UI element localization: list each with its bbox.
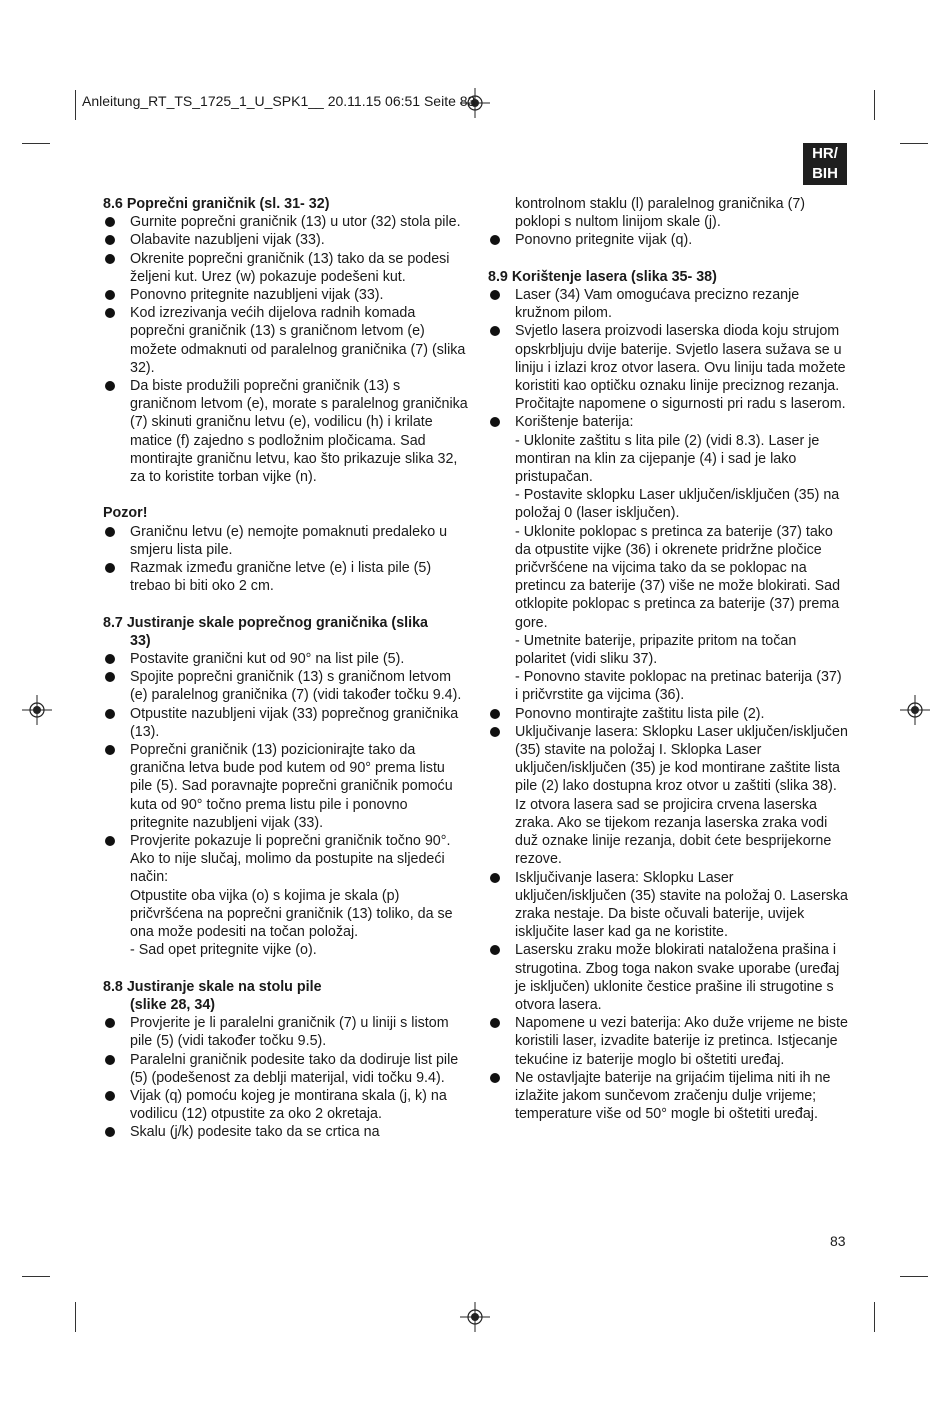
right-column	[488, 195, 848, 1123]
list-item: Ponovno pritegnite vijak (q).	[488, 231, 848, 249]
registration-mark-icon	[22, 695, 52, 725]
language-badge	[803, 143, 847, 185]
list-item: Skalu (j/k) podesite tako da se crtica na	[103, 1123, 468, 1141]
crop-mark	[22, 1276, 50, 1277]
list-item: Paralelni graničnik podesite tako da dodiruje list pile (5) (podešenost za deblji materijal, vidi točku 9.4).	[103, 1051, 468, 1087]
bullet-icon	[105, 381, 115, 391]
badge-line: HR/	[812, 145, 838, 162]
bullet-icon	[490, 873, 500, 883]
list-item: Vijak (q) pomoću kojeg je montirana skala (j, k) na vodilicu (12) otpustite za oko 2 okretaja.	[103, 1087, 468, 1123]
list-item: Gurnite poprečni graničnik (13) u utor (32) stola pile.	[103, 213, 468, 231]
list-item: Isključivanje lasera: Sklopku Laser uključen/isključen (35) stavite na položaj 0. Laserska zraka nestaje. Da biste očuvali baterije, uvijek isključite laser kad ga ne koristite.	[488, 869, 848, 942]
bullet-icon	[490, 1073, 500, 1083]
list-item: Napomene u vezi baterija: Ako duže vrijeme ne biste koristili laser, izvadite baterije iz pretinca. Istjecanje tekućine iz baterije moglo bi oštetiti uređaj.	[488, 1014, 848, 1069]
section-heading: 8.9 Korištenje lasera (slika 35- 38)	[488, 268, 717, 285]
list-item: Lasersku zraku može blokirati nataložena prašina i strugotina. Zbog toga nakon svake uporabe (uređaj je isključen) uklonite čestice prašine ili strugotine s otvora lasera.	[488, 941, 848, 1014]
bullet-icon	[490, 290, 500, 300]
list-item: Postavite granični kut od 90° na list pile (5).	[103, 650, 468, 668]
crop-mark	[900, 1276, 928, 1277]
list-item: Korištenje baterija:	[488, 413, 848, 431]
registration-mark-icon	[460, 1302, 490, 1332]
crop-mark	[75, 1302, 76, 1332]
section-heading: 33)	[130, 632, 151, 649]
list-item: Ponovno montirajte zaštitu lista pile (2).	[488, 705, 848, 723]
list-item: Okrenite poprečni graničnik (13) tako da se podesi željeni kut. Urez (w) pokazuje podešeni kut.	[103, 250, 468, 286]
bullet-icon	[105, 563, 115, 573]
bullet-icon	[105, 836, 115, 846]
bullet-icon	[490, 709, 500, 719]
crop-mark	[22, 143, 50, 144]
bullet-icon	[105, 217, 115, 227]
bullet-icon	[105, 1091, 115, 1101]
list-item: Svjetlo lasera proizvodi laserska dioda koju strujom opskrbljuju dvije baterije. Svjetlo lasera sužava se u liniju i izlazi kroz otvor lasera. Ovu liniju tada možete koristiti kao optičku oznaku linije preciznog rezanja. Pročitajte napomene o sigurnosti pri radu s laserom.	[488, 322, 848, 413]
paragraph: - Ponovno stavite poklopac na pretinac baterija (37) i pričvrstite ga vijcima (36).	[515, 669, 842, 704]
bullet-icon	[105, 672, 115, 682]
bullet-icon	[490, 326, 500, 336]
crop-mark	[75, 90, 76, 120]
bullet-icon	[105, 235, 115, 245]
list-item: Graničnu letvu (e) nemojte pomaknuti predaleko u smjeru lista pile.	[103, 523, 468, 559]
list-item: Spojite poprečni graničnik (13) s graničnom letvom (e) paralelnog graničnika (7) (vidi također točku 9.4).	[103, 668, 468, 704]
list-item: Uključivanje lasera: Sklopku Laser uključen/isključen (35) stavite na položaj I. Sklopka Laser uključen/isključen (35) je kod montirane zaštite lista pile (2) lako dostupna kroz otvor u zaštiti (slika 38). Iz otvora lasera sad se projicira crvena laserska zraka. Ako se tijekom rezanja laserska zraka vodi duž oznake linije rezanja, dobit ćete besprijekorne rezove.	[488, 723, 848, 869]
list-item: Ne ostavljajte baterije na grijaćim tijelima niti ih ne izlažite jakom sunčevom zračenju dulje vrijeme; temperature više od 50° mogle bi oštetiti uređaj.	[488, 1069, 848, 1124]
paragraph: - Postavite sklopku Laser uključen/isključen (35) na položaj 0 (laser isključen).	[515, 487, 840, 522]
page-number: 83	[830, 1233, 846, 1249]
bullet-icon	[105, 290, 115, 300]
bullet-icon	[490, 1018, 500, 1028]
list-item: Laser (34) Vam omogućava precizno rezanje kružnom pilom.	[488, 286, 848, 322]
bullet-icon	[105, 1055, 115, 1065]
bullet-icon	[490, 417, 500, 427]
registration-mark-icon	[900, 695, 930, 725]
paragraph: - Umetnite baterije, pripazite pritom na točan polaritet (vidi sliku 37).	[515, 632, 797, 668]
bullet-icon	[490, 945, 500, 955]
paragraph: - Sad opet pritegnite vijke (o).	[130, 942, 317, 959]
bullet-icon	[105, 709, 115, 719]
list-item: Poprečni graničnik (13) pozicionirajte tako da granična letva bude pod kutem od 90° prema listu pile (5). Sad poravnajte poprečni graničnik pomoću kuta od 90° točno prema listu pile i ponovno pritegnite nazubljeni vijak (33).	[103, 741, 468, 832]
section-heading: 8.8 Justiranje skale na stolu pile	[103, 978, 322, 995]
list-item: Olabavite nazubljeni vijak (33).	[103, 231, 468, 249]
bullet-icon	[490, 235, 500, 245]
bullet-icon	[105, 745, 115, 755]
section-heading: Pozor!	[103, 505, 148, 522]
bullet-icon	[105, 1018, 115, 1028]
bullet-icon	[490, 727, 500, 737]
paragraph: - Uklonite poklopac s pretinca za baterije (37) tako da otpustite vijke (36) i okrenete pridržne pločice pričvršćene na vijcima tako da se poklopac na pretincu za baterije (37) više ne može blokirati. Sad otklopite poklopac s pretinca za baterije (37) prema gore.	[515, 523, 841, 631]
crop-mark	[900, 143, 928, 144]
list-item: Kod izrezivanja većih dijelova radnih komada poprečni graničnik (13) s graničnom letvom (e) možete odmaknuti od paralelnog graničnika (7) (slika 32).	[103, 304, 468, 377]
crop-mark	[874, 1302, 875, 1332]
bullet-icon	[105, 654, 115, 664]
crop-mark	[874, 90, 875, 120]
bullet-icon	[105, 254, 115, 264]
bullet-icon	[105, 527, 115, 537]
list-item: Da biste produžili poprečni graničnik (13) s graničnom letvom (e), morate s paralelnog graničnika (7) skinuti graničnu letvu (e), vodilicu (h) i krilate matice (f) zajedno s podložnim pločicama. Sad montirajte graničnu letvu, kao što prikazuje slika 32, za to koristite torban vijke (n).	[103, 377, 468, 486]
paragraph: kontrolnom staklu (l) paralelnog graničnika (7) poklopi s nultom linijom skale (j).	[515, 196, 806, 231]
print-header: Anleitung_RT_TS_1725_1_U_SPK1__ 20.11.15 06:51 Seite 83	[82, 93, 476, 109]
left-column	[103, 195, 468, 1142]
section-heading: 8.6 Poprečni graničnik (sl. 31- 32)	[103, 196, 330, 212]
paragraph: Otpustite oba vijka (o) s kojima je skala (p) pričvršćena na poprečni graničnik (13) toliko, da se ona može podesiti na točan položaj.	[130, 887, 453, 941]
list-item: Provjerite pokazuje li poprečni graničnik točno 90°. Ako to nije slučaj, molimo da postupite na sljedeći način:	[103, 832, 468, 887]
list-item: Razmak između granične letve (e) i lista pile (5) trebao bi biti oko 2 cm.	[103, 559, 468, 595]
badge-line: BIH	[812, 165, 838, 182]
list-item: Provjerite je li paralelni graničnik (7) u liniji s listom pile (5) (vidi također točku 9.5).	[103, 1014, 468, 1050]
section-heading: 8.7 Justiranje skale poprečnog graničnika (slika	[103, 614, 428, 631]
bullet-icon	[105, 308, 115, 318]
list-item: Ponovno pritegnite nazubljeni vijak (33).	[103, 286, 468, 304]
bullet-icon	[105, 1127, 115, 1137]
paragraph: - Uklonite zaštitu s lita pile (2) (vidi 8.3). Laser je montiran na klin za cijepanje (4) i sad je lako pristupačan.	[515, 432, 820, 486]
list-item: Otpustite nazubljeni vijak (33) poprečnog graničnika (13).	[103, 705, 468, 741]
section-heading: (slike 28, 34)	[130, 996, 216, 1013]
